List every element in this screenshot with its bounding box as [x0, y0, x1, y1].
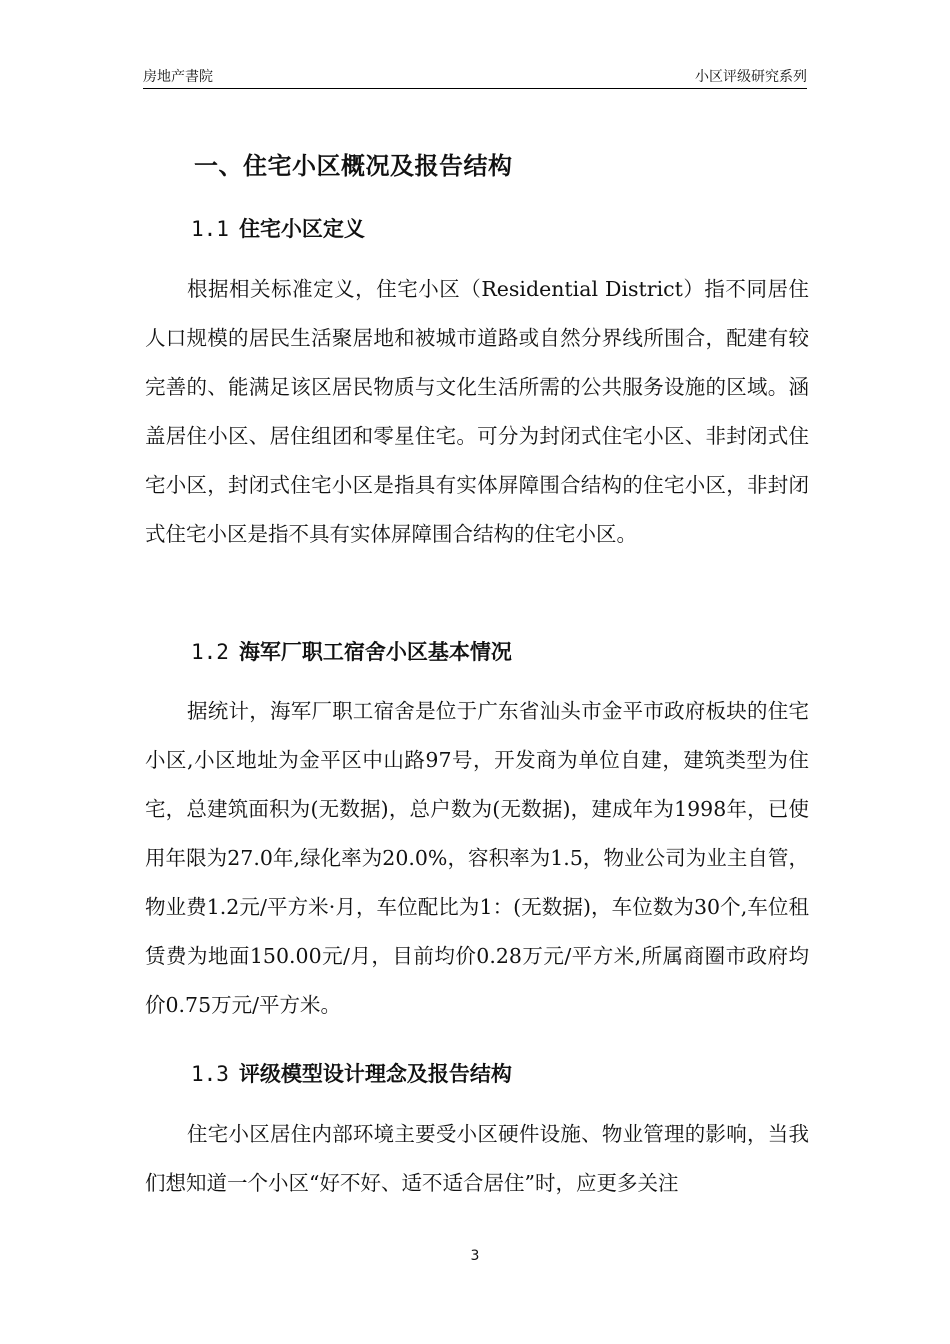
section-paragraph-1-3: 住宅小区居住内部环境主要受小区硬件设施、物业管理的影响，当我们想知道一个小区“好不好、适不适合居住”时，应更多关注 — [145, 1122, 809, 1195]
section-heading-1-3 — [191, 1058, 512, 1088]
section-number: 1.3 — [191, 1062, 229, 1086]
page-header — [143, 66, 807, 89]
chapter-title: 一、住宅小区概况及报告结构 — [194, 152, 513, 180]
header-publisher: 房地产書院 — [143, 69, 213, 85]
section-heading-1-2 — [191, 636, 512, 666]
section-heading-text: 海军厂职工宿舍小区基本情况 — [238, 640, 512, 664]
section-paragraph-1-2: 据统计，海军厂职工宿舍是位于广东省汕头市金平市政府板块的住宅小区,小区地址为金平区中山路97号，开发商为单位自建，建筑类型为住宅，总建筑面积为(无数据)，总户数为(无数据)，建成年为1998年，已使用年限为27.0年,绿化率为20.0%，容积率为1.5，物业公司为业主自管，物业费1.2元/平方米·月，车位配比为1：(无数据)，车位数为30个,车位租赁费为地面150.00元/月，目前均价0.28万元/平方米,所属商圈市政府均价0.75万元/平方米。 — [145, 699, 809, 1017]
section-heading-text: 评级模型设计理念及报告结构 — [238, 1062, 512, 1086]
section-paragraph-1-1: 根据相关标准定义，住宅小区（Residential District）指不同居住人口规模的居民生活聚居地和被城市道路或自然分界线所围合，配建有较完善的、能满足该区居民物质与文化生活所需的公共服务设施的区域。涵盖居住小区、居住组团和零星住宅。可分为封闭式住宅小区、非封闭式住宅小区，封闭式住宅小区是指具有实体屏障围合结构的住宅小区，非封闭式住宅小区是指不具有实体屏障围合结构的住宅小区。 — [145, 277, 809, 546]
section-number: 1.1 — [191, 217, 229, 241]
header-series-title: 小区评级研究系列 — [695, 69, 807, 85]
page-number: 3 — [470, 1248, 480, 1264]
section-heading-text: 住宅小区定义 — [238, 217, 365, 241]
section-number: 1.2 — [191, 640, 229, 664]
section-heading-1-1 — [191, 213, 365, 243]
